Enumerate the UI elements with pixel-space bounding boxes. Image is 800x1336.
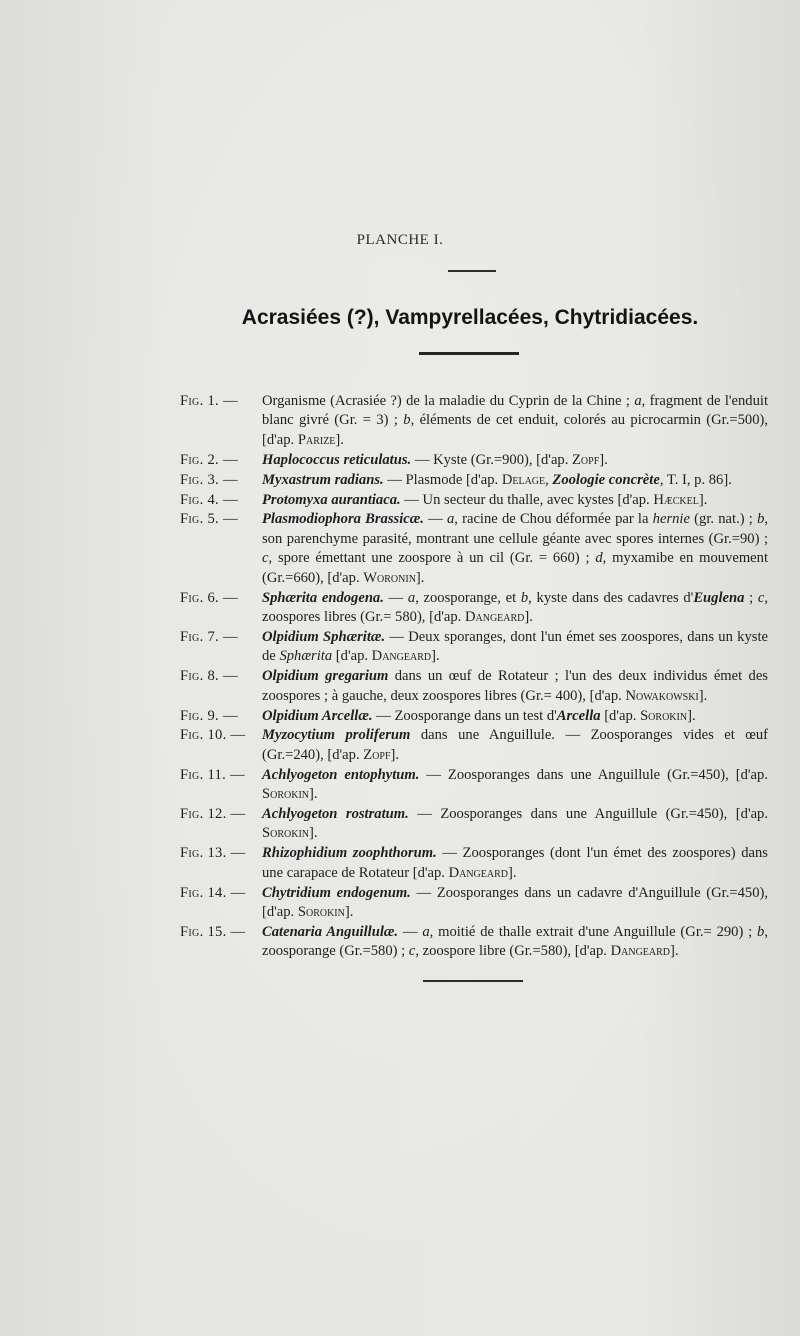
species-name: Protomyxa aurantiaca. [262,491,401,508]
page-title: Acrasiées (?), Vampyrellacées, Chytridiacées. [241,306,699,329]
figure-label: Fig. 1. — [180,393,238,409]
caption-text: dans un œuf de Rotateur ; l'un des deux individus émet des zoospores ; à gauche, deux zoospores libres (Gr.= 400), [d'ap. [262,668,768,704]
figure-label: Fig. 11. — [180,766,245,783]
figure-entry [180,628,768,667]
author-name: Zopf [363,746,391,763]
caption-text: — Un secteur du thalle, avec kystes [d'ap. [400,491,654,508]
figure-caption [262,923,768,962]
caption-text: — Zoosporanges dans une Anguillule (Gr.=450), [d'ap. [419,766,768,783]
caption-text: — Zoosporanges (dont l'un émet des zoospores) dans une carapace de Rotateur [d'ap. [262,845,768,881]
caption-text: ]. [524,608,533,625]
caption-text: , zoosporange, et [415,589,521,606]
caption-text: , son parenchyme parasité, montrant une cellule géante avec spores internes (Gr.=90) ; [262,511,769,547]
figure-caption [262,766,768,805]
caption-text: a [446,511,455,528]
figure-entry [180,844,768,883]
species-name: Olpidium gregarium [262,668,389,685]
caption-text: Sphærita [279,648,333,665]
caption-text: [d'ap. [332,648,372,665]
figure-caption [262,844,768,883]
caption-text: [d'ap. [600,707,641,724]
figure-caption [262,491,768,510]
caption-text: ]. [431,648,440,665]
figure-entry [180,805,768,844]
figure-entry [180,471,768,490]
caption-text: ]. [390,746,400,763]
caption-text: (gr. nat.) ; [689,511,758,528]
caption-text: ]. [599,451,608,468]
species-name: Myzocytium proliferum [262,727,411,744]
figure-label: Fig. 6. — [180,589,238,606]
figure-label: Fig. 13. — [180,845,246,862]
species-name: Haplococcus reticulatus. [262,451,412,468]
author-name: Hæckel [653,491,699,508]
figure-entry [180,491,768,510]
caption-text: — Kyste (Gr.=900), [d'ap. [411,451,573,468]
figure-label: Fig. 12. — [180,806,246,823]
caption-text: d [595,550,603,567]
figure-caption [262,805,768,844]
end-divider [423,980,523,982]
caption-text: ]. [698,687,708,704]
figure-label: Fig. 2. — [180,451,238,468]
species-name: Olpidium Arcellæ. [262,707,373,724]
caption-text: ]. [670,943,679,960]
author-name: Dangeard [610,943,671,960]
author-name: Zopf [572,451,600,468]
author-name: Dangeard [371,648,432,665]
caption-text: ]. [415,569,425,586]
figure-caption [262,392,768,450]
author-name: Delage [501,471,546,488]
caption-text: — Zoosporanges dans un cadavre d'Anguillule (Gr.=450), [d'ap. [262,884,769,921]
author-name: Sorokin [640,707,688,724]
caption-text: dans une Anguillule. — Zoosporanges vides et œuf (Gr.=240), [d'ap. [262,727,768,763]
caption-text: a [407,589,416,606]
figure-entry [180,707,768,726]
figure-caption [262,451,768,470]
caption-text: — Plasmode [d'ap. [383,471,502,488]
caption-text: — [383,589,408,606]
author-name: Dangeard [448,864,509,881]
caption-text: c [262,550,269,567]
caption-text: , zoosporange (Gr.=580) ; [262,923,768,960]
caption-text: a [422,923,430,940]
caption-text: , spore émettant une zoospore à un cil (Gr. = 660) ; [268,550,596,567]
figure-caption [262,884,768,923]
figure-label: Fig. 15. — [180,923,246,940]
species-name: Rhizophidium zoophthorum. [262,845,437,862]
title-divider [419,352,519,355]
figure-label: Fig. 7. — [180,628,238,645]
caption-text: ]. [508,864,517,881]
figure-caption-list [180,392,768,962]
caption-text: ]. [309,825,318,842]
figure-label: Fig. 9. — [180,707,238,724]
caption-text: — Zoosporange dans un test d' [372,707,557,724]
species-name: Plasmodiophora Brassicæ. [262,511,424,528]
caption-text: — [398,923,423,940]
caption-text: , kyste dans des cadavres d' [528,589,694,606]
plate-label: PLANCHE I. [356,232,444,248]
caption-text: b [757,511,765,528]
species-name: Sphærita endogena. [262,589,384,606]
figure-label: Fig. 14. — [180,884,246,901]
figure-entry [180,451,768,470]
figure-caption [262,628,768,667]
species-name: Achlyogeton rostratum. [262,806,409,823]
figure-caption [262,726,768,765]
species-name: Euglena [693,589,745,606]
figure-caption [262,667,768,706]
caption-text: a [634,393,642,409]
author-name: Dangeard [464,608,525,625]
caption-text: , racine de Chou déformée par la [454,511,653,528]
caption-text: , T. I, p. 86]. [659,471,732,488]
caption-text: c [757,589,765,606]
species-name: Zoologie concrète [552,471,660,488]
short-divider [448,270,496,272]
figure-label: Fig. 5. — [180,511,238,528]
caption-text: — Deux sporanges, dont l'un émet ses zoospores, dans un kyste de [262,628,768,665]
author-name: Parize [297,431,336,448]
caption-text: ]. [335,431,344,448]
figure-entry [180,884,768,923]
caption-text: , fragment de l'enduit blanc givré (Gr. = 3) ; [262,393,768,429]
figure-entry [180,589,768,628]
caption-text: — [423,511,447,528]
figure-label: Fig. 3. — [180,471,238,488]
caption-text: ]. [687,707,696,724]
figure-entry [180,667,768,706]
figure-entry [180,726,768,765]
figure-entry [180,923,768,962]
figure-entry [180,510,768,588]
species-name: Myxastrum radians. [262,471,384,488]
caption-text: ]. [344,904,354,921]
author-name: Sorokin [262,786,310,803]
figure-entry [180,392,768,450]
figure-caption [262,510,768,588]
caption-text: , moitié de thalle extrait d'une Anguillule (Gr.= 290) ; [429,923,758,940]
caption-text: b [757,923,765,940]
author-name: Nowakowski [625,687,699,704]
author-name: Woronin [363,569,416,586]
figure-caption [262,589,768,628]
caption-text: c [408,943,416,960]
author-name: Sorokin [262,825,310,842]
species-name: Achlyogeton entophytum. [262,766,420,783]
caption-text: — Zoosporanges dans une Anguillule (Gr.=450), [d'ap. [408,806,768,823]
caption-text: b [403,412,411,429]
figure-entry [180,766,768,805]
species-name: Chytridium endogenum. [262,884,411,901]
caption-text: ; [744,589,758,606]
figure-label: Fig. 4. — [180,491,238,508]
caption-text: Organisme (Acrasiée ?) de la maladie du Cyprin de la Chine ; [262,393,635,409]
caption-text: ]. [309,786,318,803]
figure-label: Fig. 8. — [180,668,238,685]
caption-text: , éléments de cet enduit, colorés au picrocarmin (Gr.=500), [d'ap. [262,412,769,448]
figure-caption [262,707,768,726]
species-name: Catenaria Anguillulæ. [262,923,399,940]
species-name: Arcella [556,707,601,724]
caption-text: , zoospores libres (Gr.= 580), [d'ap. [262,589,769,625]
caption-text: ]. [698,491,708,508]
caption-text: , zoospore libre (Gr.=580), [d'ap. [415,943,611,960]
figure-caption [262,471,768,490]
caption-text: b [520,589,529,606]
figure-label: Fig. 10. — [180,727,246,744]
caption-text: hernie [652,511,690,528]
author-name: Sorokin [297,904,345,921]
caption-text: , [545,471,553,488]
caption-text: , myxamibe en mouvement (Gr.=660), [d'ap. [262,550,768,586]
species-name: Olpidium Sphæritæ. [262,628,386,645]
